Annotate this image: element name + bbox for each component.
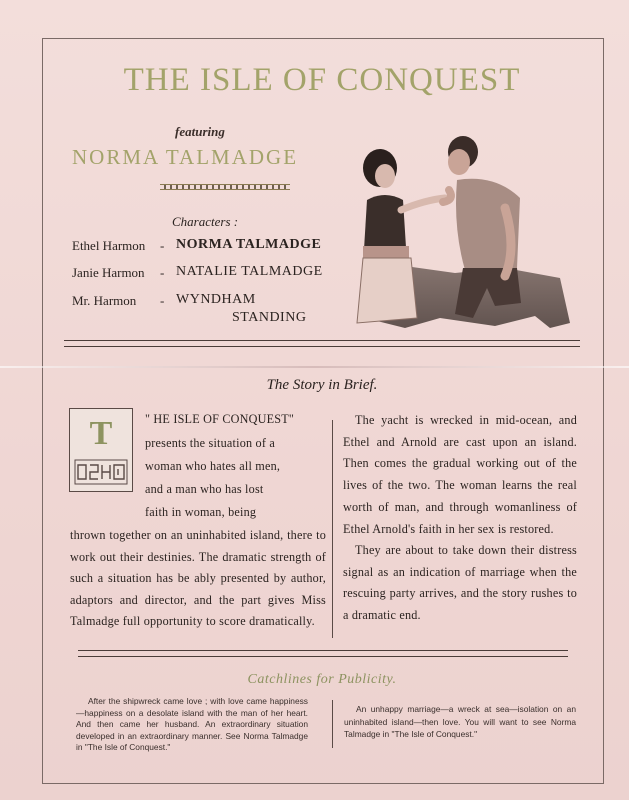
story-right-paragraph-1: The yacht is wrecked in mid-ocean, and Ethel and Arnold are cast upon an island. Then comes the gradual working out of the lives of the two. The woman learns the real worth of man, and through womanliness of Ethel Arnold's faith in her sex is restored.	[343, 413, 577, 536]
film-title: THE ISLE OF CONQUEST	[123, 62, 521, 98]
cast-dash: -	[160, 293, 165, 308]
story-right-paragraph-2: They are about to take down their distress signal as an indication of marriage when the rescuing party arrives, and the story rushes to a dramatic end.	[343, 543, 577, 623]
cast-actor: WYNDHAM	[176, 292, 256, 307]
cast-dash: -	[160, 238, 165, 253]
column-divider	[332, 420, 333, 638]
ornament-divider	[160, 182, 290, 192]
drop-cap-box	[69, 408, 133, 492]
cast-dash: -	[160, 265, 165, 280]
cast-actor: NATALIE TALMADGE	[176, 264, 323, 279]
story-left-line: and a man who has lost	[145, 482, 264, 496]
cast-actor: NORMA TALMADGE	[176, 237, 322, 252]
cast-role: Ethel Harmon	[72, 238, 146, 253]
top-section-rule	[64, 340, 580, 347]
cast-actor-line2: STANDING	[232, 310, 307, 325]
story-left-line: faith in woman, being	[145, 505, 257, 519]
characters-heading: Characters :	[172, 214, 239, 229]
catchline-right: An unhappy marriage—a wreck at sea—isolation on an uninhabited island—then love. You will want to see Norma Talmadge in "The Isle of Conquest."	[344, 704, 576, 739]
star-name: NORMA TALMADGE	[72, 145, 299, 169]
drop-cap-letter: T	[89, 415, 113, 452]
featuring-label: featuring	[175, 124, 225, 139]
story-left-line: woman who hates all men,	[145, 459, 281, 473]
story-left-paragraph: thrown together on an uninhabited island, there to work out their destinies. The dramatic strength of such a situation has be ably presented by author, adaptors and director, and the part gives Miss Talmadge full opportunity to score dramatically.	[70, 528, 326, 629]
film-still-photo	[345, 128, 585, 333]
catchlines-heading: Catchlines for Publicity.	[247, 672, 397, 687]
story-heading: The Story in Brief.	[266, 377, 378, 393]
cast-role: Janie Harmon	[72, 265, 145, 280]
paper-fold	[0, 366, 629, 368]
drop-cap-pattern	[74, 459, 128, 485]
story-left-line: presents the situation of a	[145, 436, 275, 450]
catchline-divider	[332, 700, 333, 748]
bottom-section-rule	[78, 650, 568, 657]
catchline-left: After the shipwreck came love ; with love came happiness—happiness on a desolate island with the man of her heart. And then came her husband. An extraordinary situation developed in an extraordinary manner. See Norma Talmadge in "The Isle of Conquest."	[76, 696, 308, 752]
story-left-line: " HE ISLE OF CONQUEST"	[145, 412, 295, 426]
cast-role: Mr. Harmon	[72, 293, 137, 308]
